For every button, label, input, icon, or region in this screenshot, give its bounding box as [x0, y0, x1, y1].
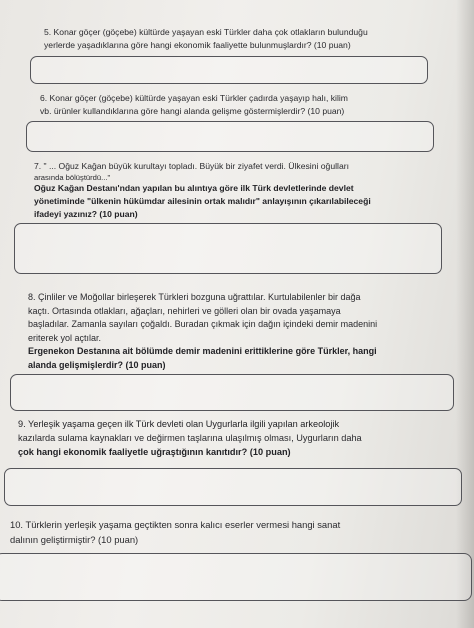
answer-box-6[interactable]	[26, 121, 434, 152]
question-5-line-1: 5. Konar göçer (göçebe) kültürde yaşayan eski Türkler daha çok otlakların bulunduğu	[44, 27, 368, 37]
answer-box-9[interactable]	[4, 468, 462, 506]
question-6-line-1: 6. Konar göçer (göçebe) kültürde yaşayan eski Türkler çadırda yaşayıp halı, kilim	[40, 93, 348, 103]
question-8-line-3: başladılar. Zamanla sayıları çoğaldı. Buradan çıkmak için dağın içindeki demir madenini	[28, 319, 378, 329]
answer-box-10[interactable]	[0, 553, 472, 601]
question-7	[34, 160, 438, 221]
question-9	[18, 417, 450, 459]
question-7-line-1: 7. " ... Oğuz Kağan büyük kurultayı topladı. Büyük bir ziyafet verdi. Ülkesini oğulları	[34, 161, 349, 171]
answer-box-7[interactable]	[14, 223, 442, 274]
question-7-line-5: ifadeyi yazınız? (10 puan)	[34, 209, 138, 219]
question-7-line-4: yönetiminde "ülkenin hükümdar ailesinin ortak malıdır" anlayışının çıkarılabileceği	[34, 196, 371, 206]
page-edge-shadow	[456, 0, 474, 628]
question-9-line-2: kazılarda sulama kaynakları ve değirmen taşlarına ulaşılmış olması, Uygurların daha	[18, 433, 362, 443]
question-5	[44, 26, 444, 52]
question-9-line-1: 9. Yerleşik yaşama geçen ilk Türk devleti olan Uygurlarla ilgili yapılan arkeolojik	[18, 419, 340, 429]
question-8-line-6: alanda gelişmişlerdir? (10 puan)	[28, 359, 166, 370]
question-8-line-4: eriterek yol açtılar.	[28, 332, 102, 343]
question-8-line-2: kaçtı. Ortasında otlakları, ağaçları, nehirleri ve gölleri olan bir ovada yaşamaya	[28, 305, 341, 316]
question-7-line-3: Oğuz Kağan Destanı'ndan yapılan bu alıntıya göre ilk Türk devletlerinde devlet	[34, 183, 354, 193]
question-6	[40, 92, 440, 118]
question-5-line-2: yerlerde yaşadıklarına göre hangi ekonomik faaliyette bulunmuşlardır? (10 puan)	[44, 40, 351, 50]
question-9-line-3: çok hangi ekonomik faaliyetle uğraştığının kanıtıdır? (10 puan)	[18, 447, 291, 457]
question-10-line-1: 10. Türklerin yerleşik yaşama geçtikten sonra kalıcı eserler vermesi hangi sanat	[10, 519, 341, 530]
question-6-line-2: vb. ürünler kullandıklarına göre hangi alanda gelişme göstermişlerdir? (10 puan)	[40, 106, 345, 116]
question-10-line-2: dalının geliştirmiştir? (10 puan)	[10, 534, 139, 545]
answer-box-8[interactable]	[10, 374, 454, 411]
question-10	[10, 517, 450, 547]
question-8	[28, 291, 442, 372]
question-7-line-2: arasında bölüştürdü..."	[34, 173, 111, 182]
answer-box-5[interactable]	[30, 56, 428, 84]
question-8-line-5: Ergenekon Destanına ait bölümde demir madenini erittiklerine göre Türkler, hangi	[28, 346, 377, 356]
question-8-line-1: 8. Çinliler ve Moğollar birleşerek Türkleri bozguna uğrattılar. Kurtulabilenler bir dağa	[28, 292, 361, 302]
